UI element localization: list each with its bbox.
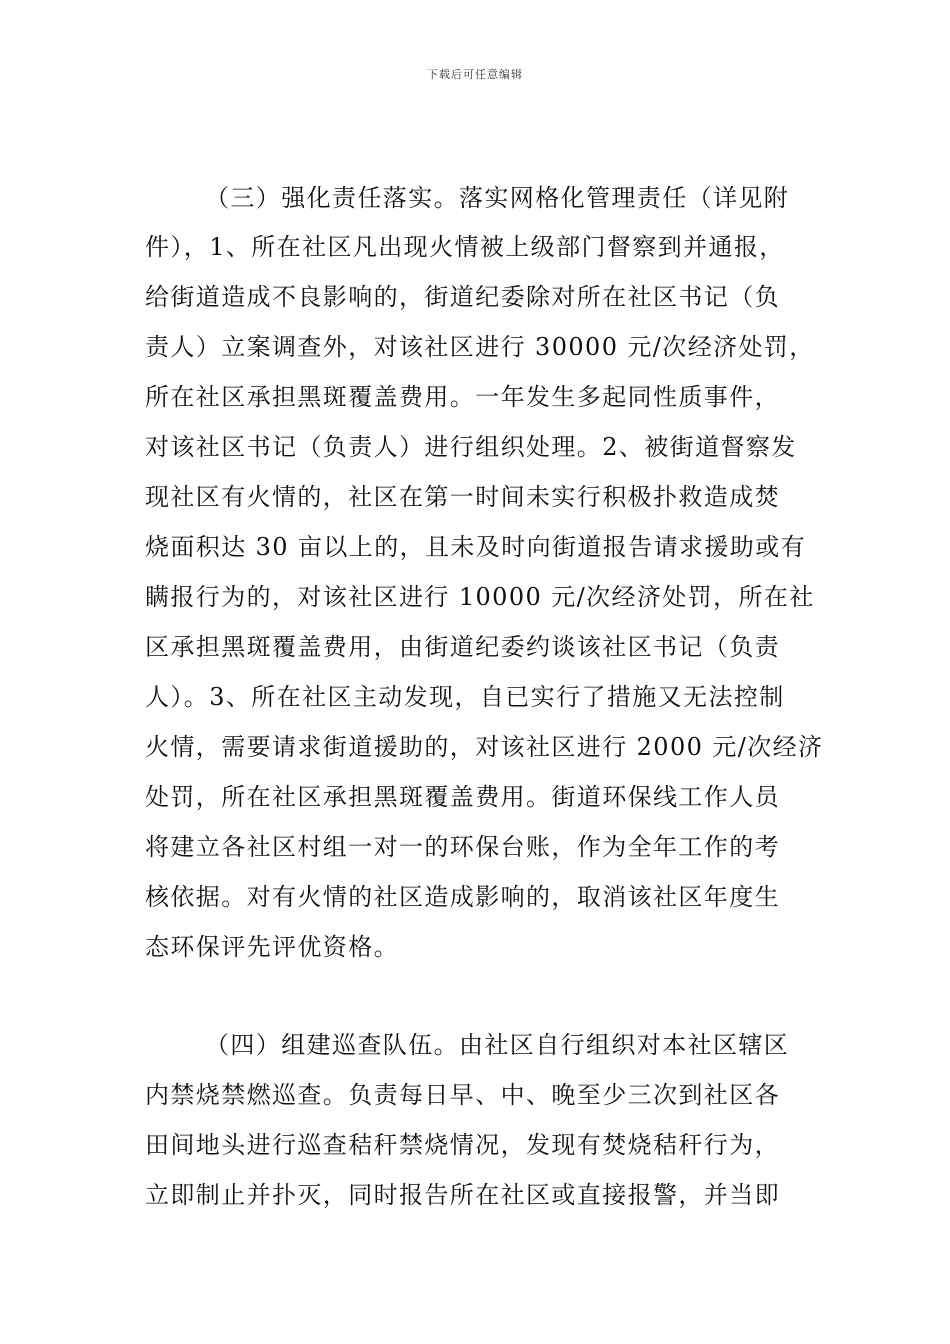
paragraph-line: 火情，需要请求街道援助的，对该社区进行 2000 元/次经济 [145,733,824,761]
paragraph-line: 将建立各社区村组一对一的环保台账，作为全年工作的考 [145,833,780,861]
paragraph-line: 给街道造成不良影响的，街道纪委除对所在社区书记（负 [145,283,780,311]
paragraph-line: 对该社区书记（负责人）进行组织处理。2、被街道督察发 [145,433,797,461]
paragraph-line: 责人）立案调查外，对该社区进行 30000 元/次经济处罚， [145,333,815,361]
paragraph-line: 区承担黑斑覆盖费用，由街道纪委约谈该社区书记（负责 [145,633,780,661]
paragraph-line: （三）强化责任落实。落实网格化管理责任（详见附 [205,184,790,212]
paragraph-line: 烧面积达 30 亩以上的，且未及时向街道报告请求援助或有 [145,533,806,561]
paragraph-line: 现社区有火情的，社区在第一时间未实行积极扑救造成焚 [145,483,780,511]
paragraph-line: 所在社区承担黑斑覆盖费用。一年发生多起同性质事件， [145,383,780,411]
paragraph-line: 内禁烧禁燃巡查。负责每日早、中、晚至少三次到社区各 [145,1081,780,1109]
paragraph-line: （四）组建巡查队伍。由社区自行组织对本社区辖区 [205,1031,790,1059]
paragraph-line: 核依据。对有火情的社区造成影响的，取消该社区年度生 [145,883,780,911]
paragraph-line: 处罚，所在社区承担黑斑覆盖费用。街道环保线工作人员 [145,783,780,811]
paragraph-line: 态环保评先评优资格。 [145,933,399,961]
paragraph-line: 立即制止并扑灭，同时报告所在社区或直接报警，并当即 [145,1181,780,1209]
header-note: 下载后可任意编辑 [427,68,523,81]
paragraph-line: 件），1、所在社区凡出现火情被上级部门督察到并通报， [145,233,785,261]
paragraph-line: 人）。3、所在社区主动发现，自已实行了措施又无法控制 [145,683,785,711]
paragraph-line: 瞒报行为的，对该社区进行 10000 元/次经济处罚，所在社 [145,583,815,611]
paragraph-line: 田间地头进行巡查秸秆禁烧情况，发现有焚烧秸秆行为， [145,1131,780,1159]
